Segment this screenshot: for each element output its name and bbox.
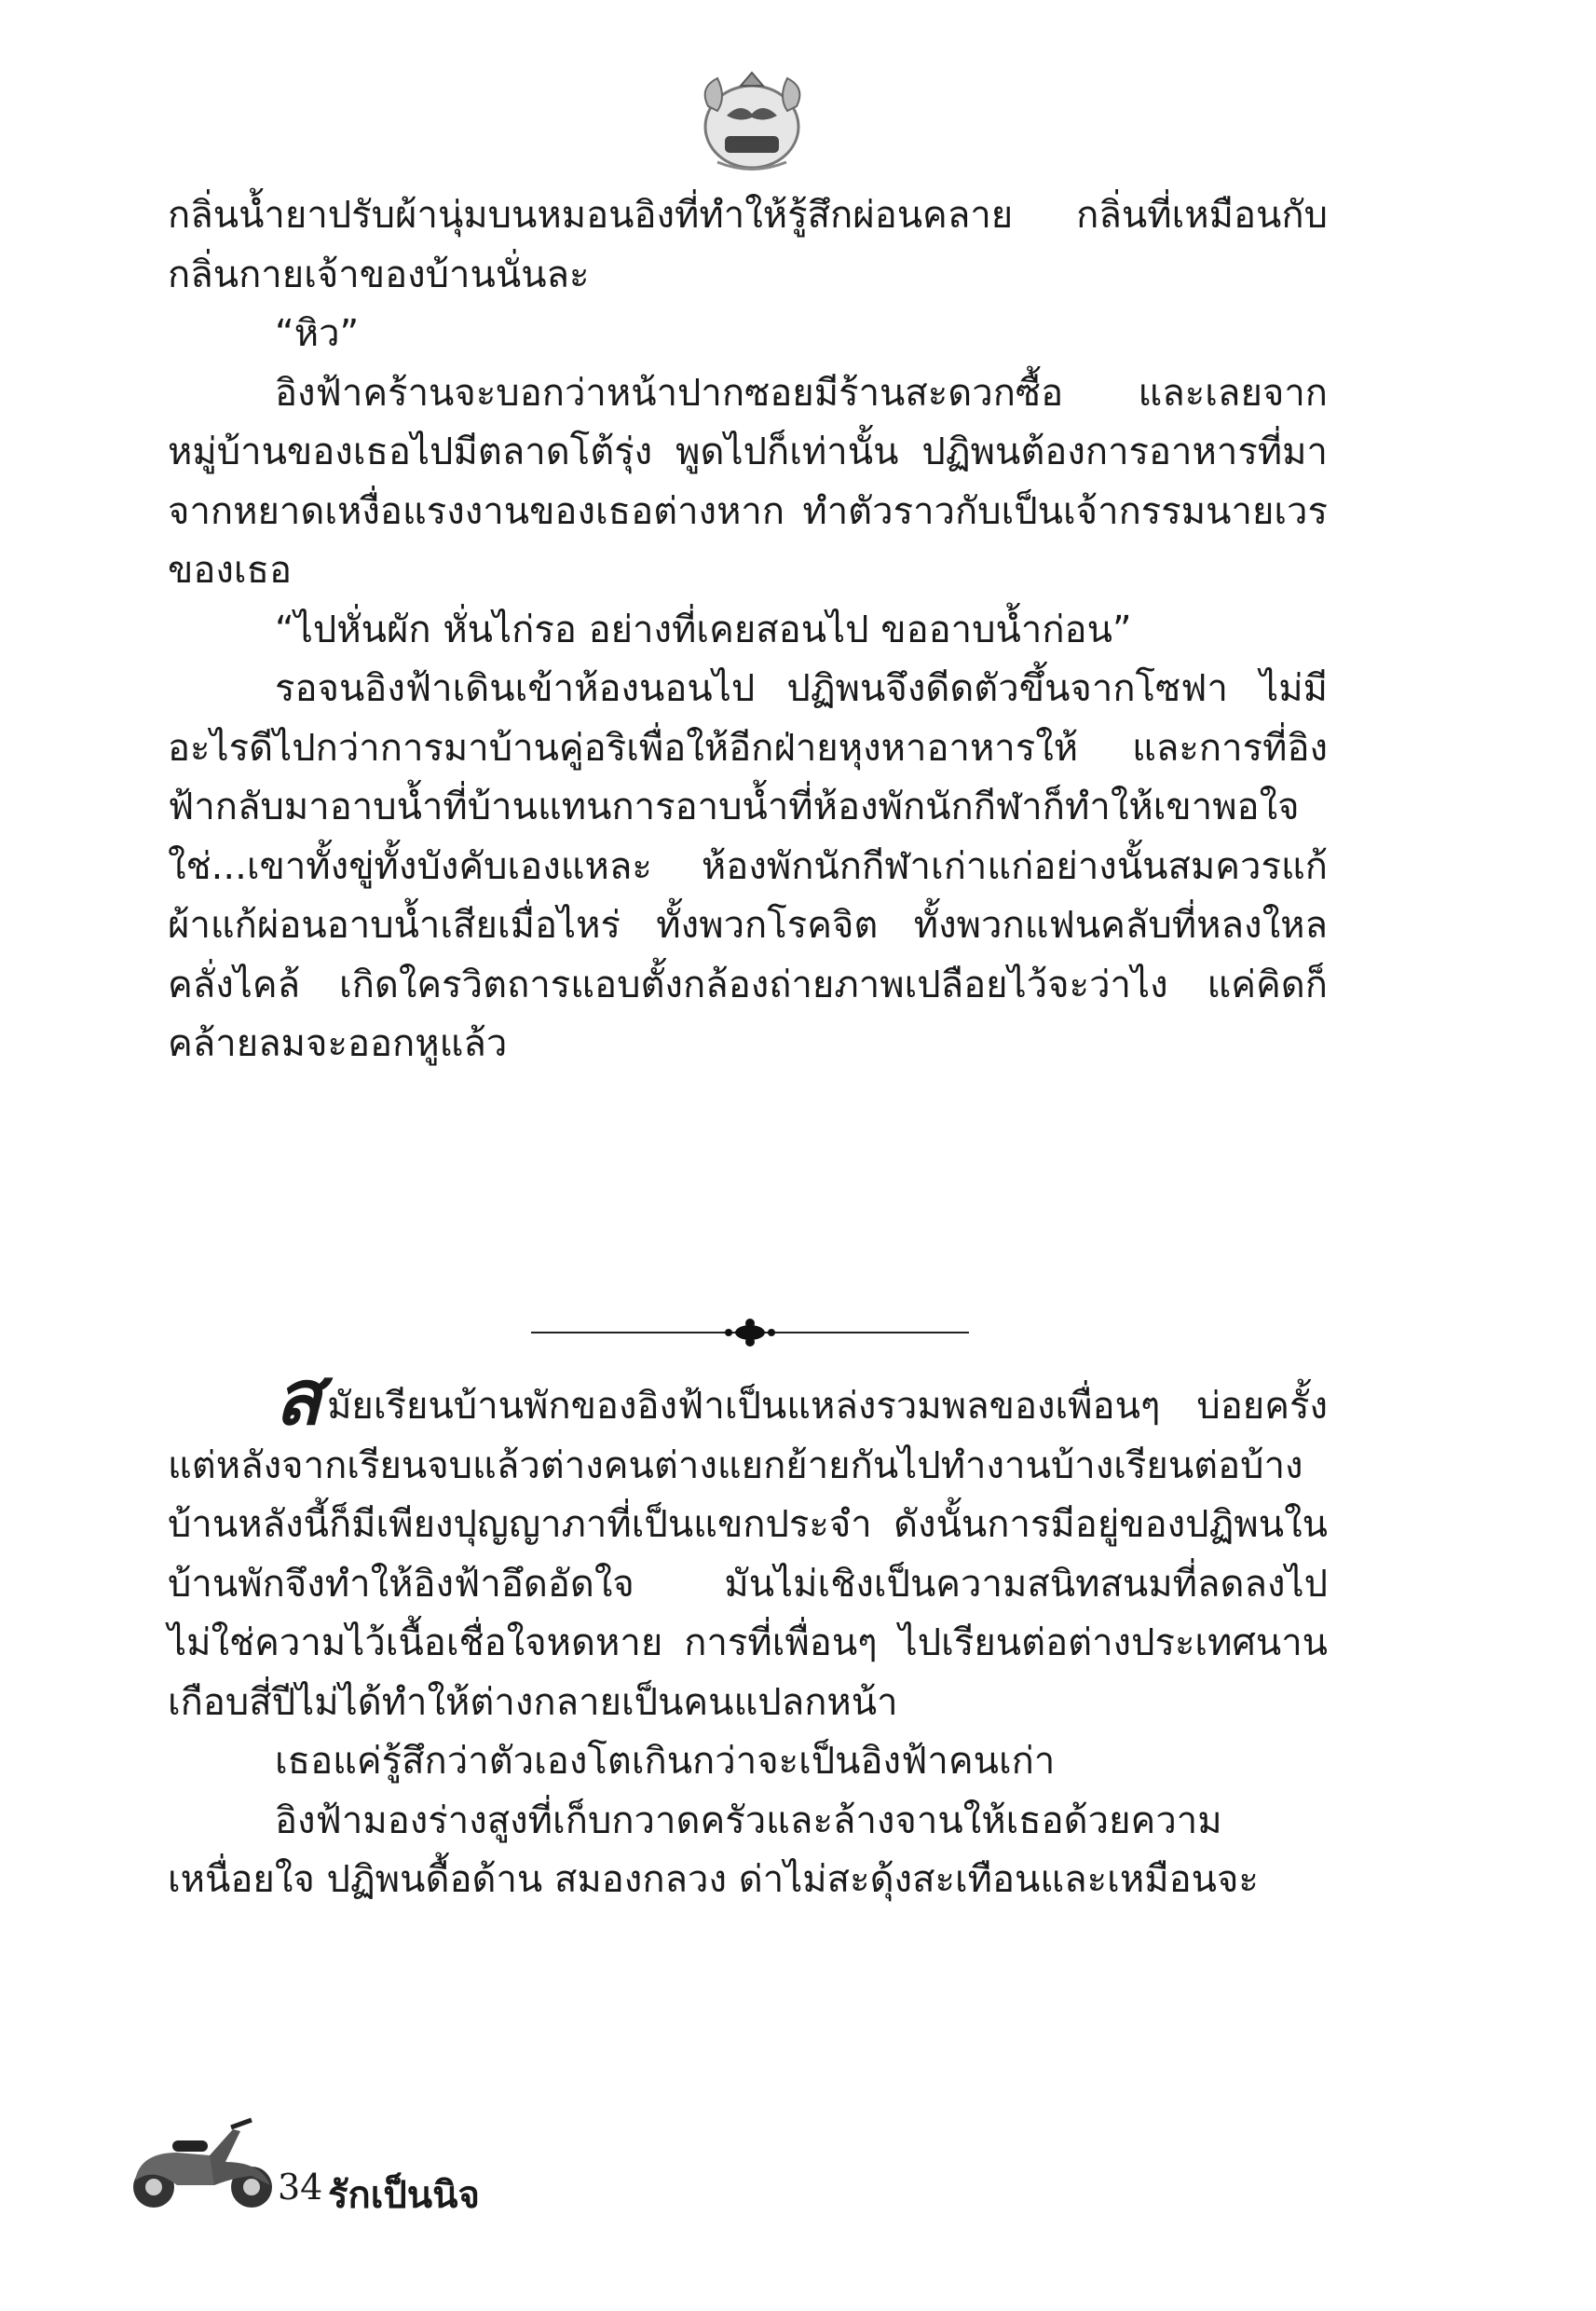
page-footer	[121, 2111, 587, 2217]
paragraph-text: มัยเรียนบ้านพักของอิงฟ้าเป็นแหล่งรวมพลของเพื่อนๆ บ่อยครั้ง แต่หลังจากเรียนจบแล้วต่างคนต่างแยกย้ายกันไปทำงานบ้างเรียนต่อบ้าง บ้านหลังนี้ก็มีเพียงปุญญาภาที่เป็นแขกประจำ ดังนั้นการมีอยู่ของปฏิพนในบ้านพักจึงทำให้อิงฟ้าอึดอัดใจ มันไม่เชิงเป็นความสนิทสนมที่ลดลงไป ไม่ใช่ความไว้เนื้อเชื่อใจหดหาย การที่เพื่อนๆ ไปเรียนต่อต่างประเทศนานเกือบสี่ปีไม่ได้ทำให้ต่างกลายเป็นคนแปลกหน้า	[168, 1385, 1328, 1724]
paragraph: เธอแค่รู้สึกว่าตัวเองโตเกินกว่าจะเป็นอิงฟ้าคนเก่า	[275, 1740, 1056, 1783]
paragraph: กลิ่นน้ำยาปรับผ้านุ่มบนหมอนอิงที่ทำให้รู้สึกผ่อนคลาย กลิ่นที่เหมือนกับกลิ่นกายเจ้าของบ้านนั่นละ	[168, 194, 1328, 296]
page-number: 34	[278, 2167, 323, 2208]
paragraph: รอจนอิงฟ้าเดินเข้าห้องนอนไป ปฏิพนจึงดีดตัวขึ้นจากโซฟา ไม่มีอะไรดีไปกว่าการมาบ้านคู่อริเพื่อให้อีกฝ่ายหุงหาอาหารให้ และการที่อิงฟ้ากลับมาอาบน้ำที่บ้านแทนการอาบน้ำที่ห้องพักนักกีฬาก็ทำให้เขาพอใจ ใช่...เขาทั้งขู่ทั้งบังคับเองแหละ ห้องพักนักกีฬาเก่าแก่อย่างนั้นสมควรแก้ผ้าแก้ผ่อนอาบน้ำเสียเมื่อไหร่ ทั้งพวกโรคจิต ทั้งพวกแฟนคลับที่หลงใหลคลั่งไคล้ เกิดใครวิตถารแอบตั้งกล้องถ่ายภาพเปลือยไว้จะว่าไง แค่คิดก็คล้ายลมจะออกหูแล้ว	[168, 667, 1328, 1065]
book-title: รักเป็นนิจ	[328, 2174, 480, 2217]
body-text-section-2	[168, 1353, 1328, 1910]
paragraph	[168, 1353, 1328, 1732]
scooter-icon	[121, 2111, 284, 2213]
body-text-top	[168, 186, 1328, 1074]
paragraph: อิงฟ้าคร้านจะบอกว่าหน้าปากซอยมีร้านสะดวกซื้อ และเลยจากหมู่บ้านของเธอไปมีตลาดโต้รุ่ง พูดไปก็เท่านั้น ปฏิพนต้องการอาหารที่มาจากหยาดเหงื่อแรงงานของเธอต่างหาก ทำตัวราวกับเป็นเจ้ากรรมนายเวรของเธอ	[168, 371, 1328, 592]
section-divider-ornament	[531, 1314, 969, 1351]
paragraph: “หิว”	[275, 312, 360, 355]
publisher-logo	[689, 69, 815, 176]
paragraph: อิงฟ้ามองร่างสูงที่เก็บกวาดครัวและล้างจานให้เธอด้วยความเหนื่อยใจ ปฏิพนดื้อด้าน สมองกลวง ด่าไม่สะดุ้งสะเทือนและเหมือนจะ	[168, 1798, 1259, 1901]
drop-cap: ส	[275, 1353, 322, 1443]
paragraph: “ไปหั่นผัก หั่นไก่รอ อย่างที่เคยสอนไป ขออาบน้ำก่อน”	[275, 608, 1132, 651]
